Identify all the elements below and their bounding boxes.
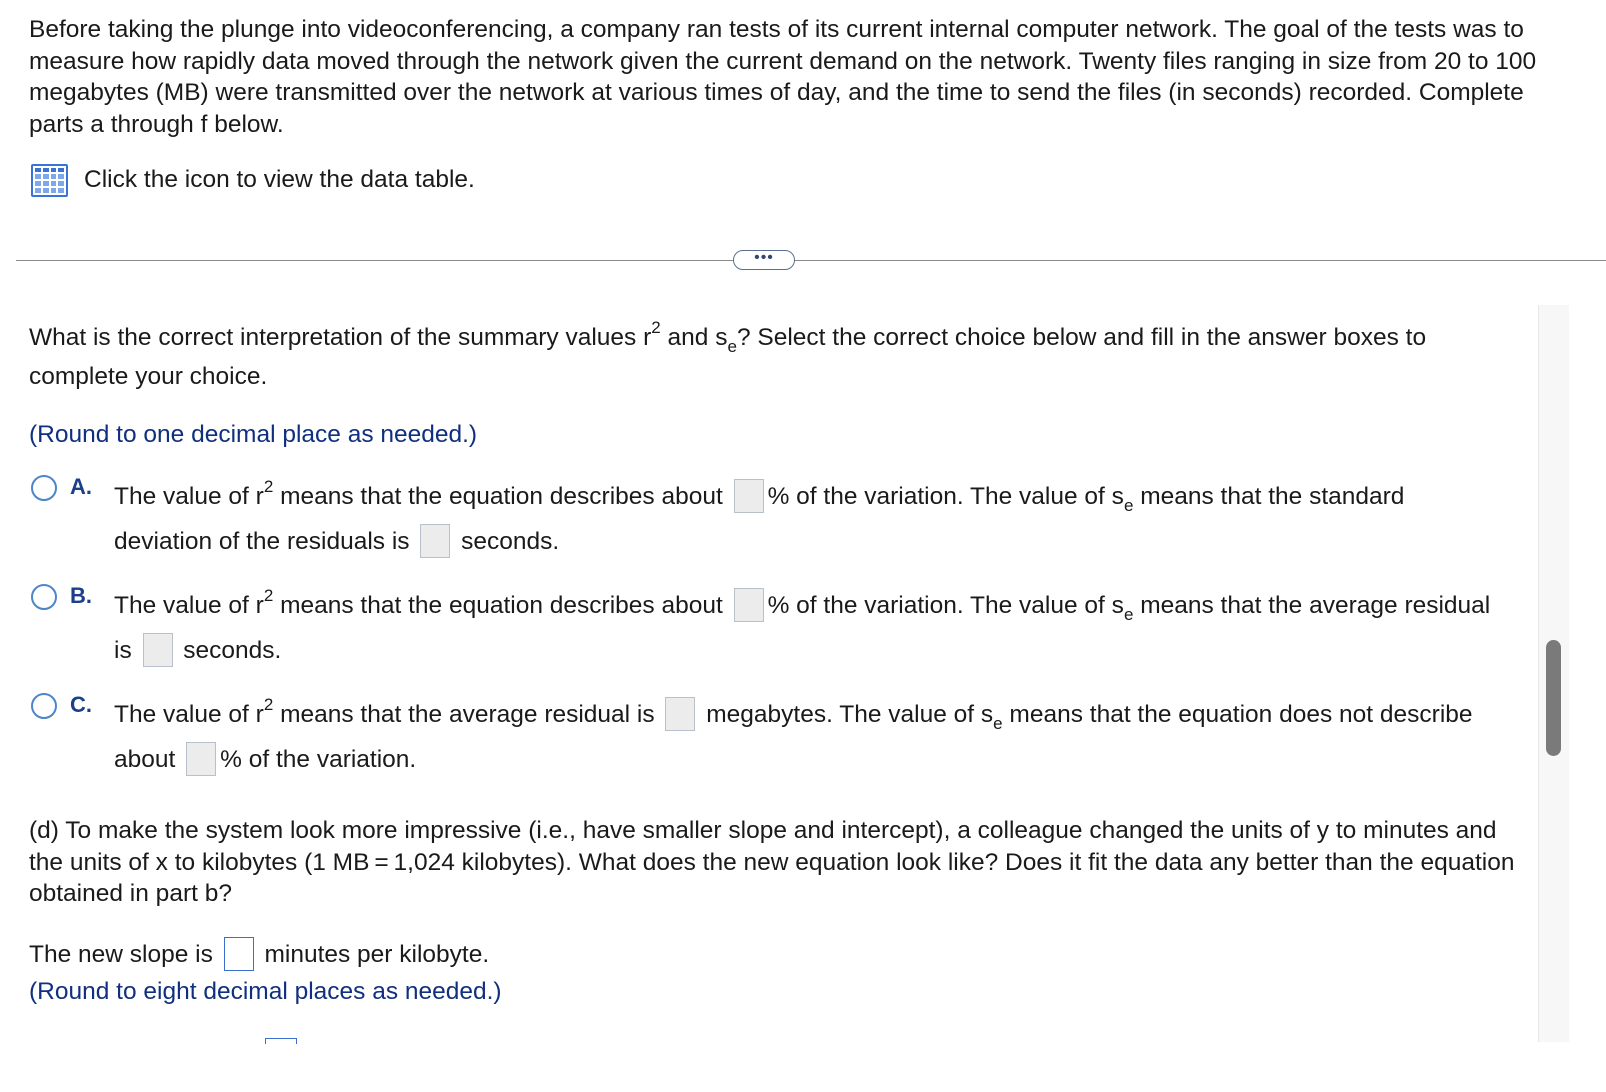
slope-rounding-hint: (Round to eight decimal places as needed.) (29, 978, 502, 1005)
choice-b-letter: B. (70, 583, 92, 608)
choice-a-percent-input[interactable] (734, 479, 764, 513)
new-slope-input[interactable] (224, 937, 254, 971)
part-d-question: (d) To make the system look more impressive (i.e., have smaller slope and intercept), a colleague changed the units of y to minutes and the units of x to kilobytes (1 MB = 1,024 kilobytes). What does the new equation look like? Does it fit the data any better than the equation obtained in part b? (29, 817, 1515, 907)
choice-c-percent-input[interactable] (186, 742, 216, 776)
question-prompt: What is the correct interpretation of the summary values $r^2$ and $s_e$? Select the correct choice below and fill in the answer boxes to complete your choice. (29, 318, 1427, 390)
new-slope-line: The new slope is minutes per kilobyte. (29, 935, 489, 975)
rounding-hint: (Round to one decimal place as needed.) (29, 421, 478, 448)
view-data-table-link[interactable] (31, 162, 475, 198)
choice-b-seconds-input[interactable] (143, 633, 173, 667)
scrollbar-thumb[interactable] (1546, 640, 1561, 756)
problem-intro: Before taking the plunge into videoconferencing, a company ran tests of its current internal computer network. The goal of the tests was to measure how rapidly data moved through the network given the current demand on the network. Twenty files ranging in size from 20 to 100 megabytes (MB) were transmitted over the network at various times of day, and the time to send the files (in seconds) recorded. Complete parts a through f below. (29, 16, 1537, 138)
choice-a-radio[interactable] (31, 475, 57, 501)
choice-c-letter: C. (70, 692, 92, 717)
data-table-icon[interactable] (31, 164, 68, 197)
choice-a-letter: A. (70, 474, 92, 499)
choice-a-text: The value of $r^2$ means that the equation describes about % of the variation. The value of $s_e$ means that the standard deviation of the residuals is seconds. (114, 474, 1494, 564)
choice-b-radio[interactable] (31, 584, 57, 610)
section-divider (16, 260, 1606, 261)
expand-more-button[interactable]: ••• (733, 250, 795, 270)
choice-c-text: The value of $r^2$ means that the average residual is megabytes. The value of $s_e$ means that the equation does not describe about % of the variation. (114, 692, 1494, 782)
choice-c-megabytes-input[interactable] (665, 697, 695, 731)
choice-b-text: The value of $r^2$ means that the equation describes about % of the variation. The value of $s_e$ means that the average residual is seconds. (114, 583, 1494, 673)
view-data-table-label[interactable]: Click the icon to view the data table. (84, 166, 475, 193)
next-answer-input[interactable] (265, 1038, 297, 1044)
choice-a-seconds-input[interactable] (420, 524, 450, 558)
choice-b-percent-input[interactable] (734, 588, 764, 622)
choice-c-radio[interactable] (31, 693, 57, 719)
